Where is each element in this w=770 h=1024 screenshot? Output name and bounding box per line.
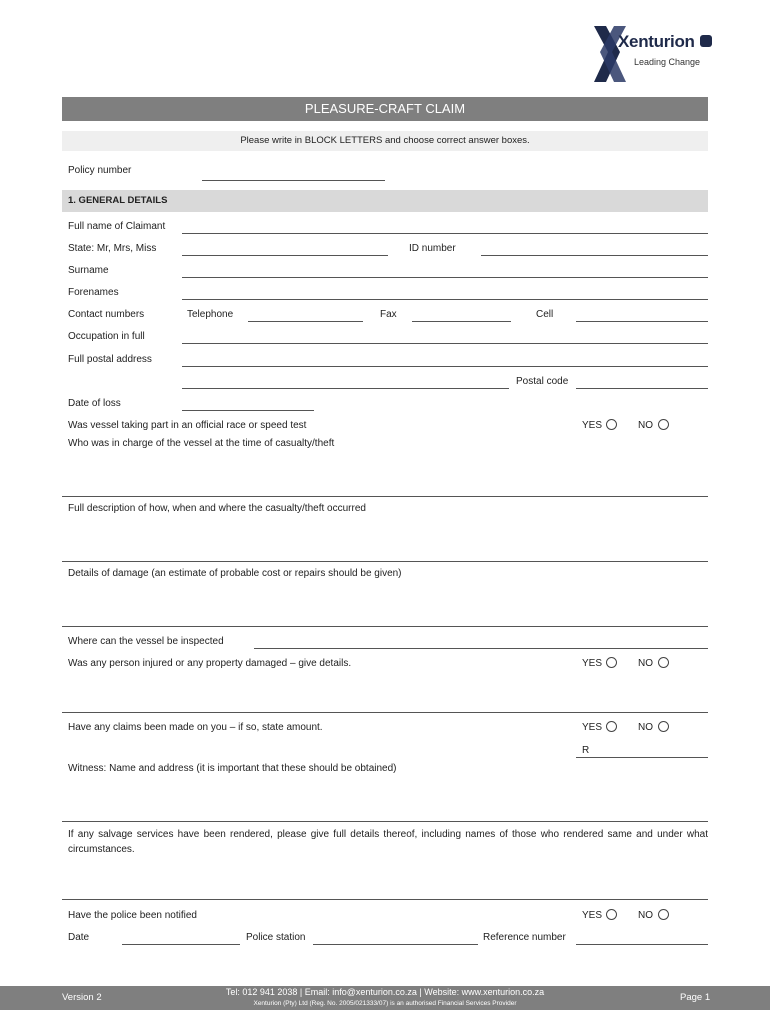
logo-badge-icon bbox=[700, 35, 712, 47]
state-label: State: Mr, Mrs, Miss bbox=[68, 243, 157, 254]
police-question: Have the police been notified bbox=[68, 910, 197, 921]
police-date-field[interactable] bbox=[122, 944, 240, 945]
forenames-label: Forenames bbox=[68, 287, 119, 298]
race-question: Was vessel taking part in an official race or speed test bbox=[68, 420, 307, 431]
race-yes-label: YES bbox=[582, 420, 603, 431]
cell-label: Cell bbox=[536, 309, 554, 320]
postal-address-field-1[interactable] bbox=[182, 366, 708, 367]
fax-label: Fax bbox=[380, 309, 397, 320]
injured-no-label: NO bbox=[638, 658, 653, 669]
forenames-field[interactable] bbox=[182, 299, 708, 300]
form-instruction: Please write in BLOCK LETTERS and choose correct answer boxes. bbox=[62, 131, 708, 151]
logo-tagline: Leading Change bbox=[634, 57, 701, 67]
date-of-loss-field[interactable] bbox=[182, 410, 314, 411]
injured-no-radio[interactable] bbox=[658, 657, 669, 668]
full-name-field[interactable] bbox=[182, 233, 708, 234]
claims-yes-radio[interactable] bbox=[606, 721, 617, 732]
race-no-radio[interactable] bbox=[658, 419, 669, 430]
witness-question: Witness: Name and address (it is important that these should be obtained) bbox=[68, 763, 397, 774]
in-charge-field[interactable] bbox=[62, 496, 708, 497]
page-footer bbox=[0, 986, 770, 1010]
footer-page-number: Page 1 bbox=[680, 992, 711, 1003]
contact-numbers-label: Contact numbers bbox=[68, 309, 145, 320]
injured-yes-radio[interactable] bbox=[606, 657, 617, 668]
race-no-label: NO bbox=[638, 420, 653, 431]
salvage-question: If any salvage services have been rendered, please give full details thereof, including names of those who rendered same and under what circumstances. bbox=[68, 829, 708, 855]
date-of-loss-label: Date of loss bbox=[68, 398, 121, 409]
in-charge-question: Who was in charge of the vessel at the time of casualty/theft bbox=[68, 438, 335, 449]
fax-field[interactable] bbox=[412, 321, 511, 322]
surname-label: Surname bbox=[68, 265, 109, 276]
claims-no-radio[interactable] bbox=[658, 721, 669, 732]
reference-number-label: Reference number bbox=[483, 932, 566, 943]
footer-legal: Xenturion (Pty) Ltd (Reg. No. 2005/021333/07) is an authorised Financial Services Provider bbox=[253, 1000, 517, 1007]
policy-number-label: Policy number bbox=[68, 165, 132, 176]
injured-details-field[interactable] bbox=[62, 712, 708, 713]
inspected-question: Where can the vessel be inspected bbox=[68, 636, 224, 647]
claims-yes-label: YES bbox=[582, 722, 603, 733]
footer-contact: Tel: 012 941 2038 | Email: info@xenturion.co.za | Website: www.xenturion.co.za bbox=[225, 987, 545, 997]
xenturion-logo bbox=[586, 24, 716, 84]
race-yes-radio[interactable] bbox=[606, 419, 617, 430]
salvage-field[interactable] bbox=[62, 899, 708, 900]
cell-field[interactable] bbox=[576, 321, 708, 322]
police-no-radio[interactable] bbox=[658, 909, 669, 920]
surname-field[interactable] bbox=[182, 277, 708, 278]
police-station-field[interactable] bbox=[313, 944, 478, 945]
full-name-label: Full name of Claimant bbox=[68, 221, 166, 232]
policy-number-field[interactable] bbox=[202, 180, 385, 181]
police-yes-label: YES bbox=[582, 910, 603, 921]
reference-number-field[interactable] bbox=[576, 944, 708, 945]
postal-code-field[interactable] bbox=[576, 388, 708, 389]
damage-question: Details of damage (an estimate of probable cost or repairs should be given) bbox=[68, 568, 402, 579]
footer-version: Version 2 bbox=[62, 992, 102, 1003]
description-field[interactable] bbox=[62, 561, 708, 562]
id-number-field[interactable] bbox=[481, 255, 708, 256]
form-title: PLEASURE-CRAFT CLAIM bbox=[62, 97, 708, 121]
telephone-label: Telephone bbox=[187, 309, 234, 320]
injured-yes-label: YES bbox=[582, 658, 603, 669]
postal-address-label: Full postal address bbox=[68, 354, 152, 365]
inspected-field[interactable] bbox=[254, 648, 708, 649]
police-station-label: Police station bbox=[246, 932, 306, 943]
police-yes-radio[interactable] bbox=[606, 909, 617, 920]
police-no-label: NO bbox=[638, 910, 653, 921]
police-date-label: Date bbox=[68, 932, 90, 943]
occupation-field[interactable] bbox=[182, 343, 708, 344]
description-question: Full description of how, when and where the casualty/theft occurred bbox=[68, 503, 366, 514]
claims-amount-field[interactable] bbox=[576, 757, 708, 758]
damage-field[interactable] bbox=[62, 626, 708, 627]
section-general-details-heading: 1. GENERAL DETAILS bbox=[62, 190, 708, 212]
claims-currency-label: R bbox=[582, 745, 590, 756]
witness-field[interactable] bbox=[62, 821, 708, 822]
occupation-label: Occupation in full bbox=[68, 331, 145, 342]
telephone-field[interactable] bbox=[248, 321, 363, 322]
claims-no-label: NO bbox=[638, 722, 653, 733]
logo-brand: Xenturion bbox=[618, 32, 695, 51]
postal-code-label: Postal code bbox=[516, 376, 569, 387]
claims-question: Have any claims been made on you – if so, state amount. bbox=[68, 722, 323, 733]
postal-address-field-2[interactable] bbox=[182, 388, 509, 389]
state-field[interactable] bbox=[182, 255, 388, 256]
id-number-label: ID number bbox=[409, 243, 456, 254]
injured-question: Was any person injured or any property damaged – give details. bbox=[68, 658, 352, 669]
